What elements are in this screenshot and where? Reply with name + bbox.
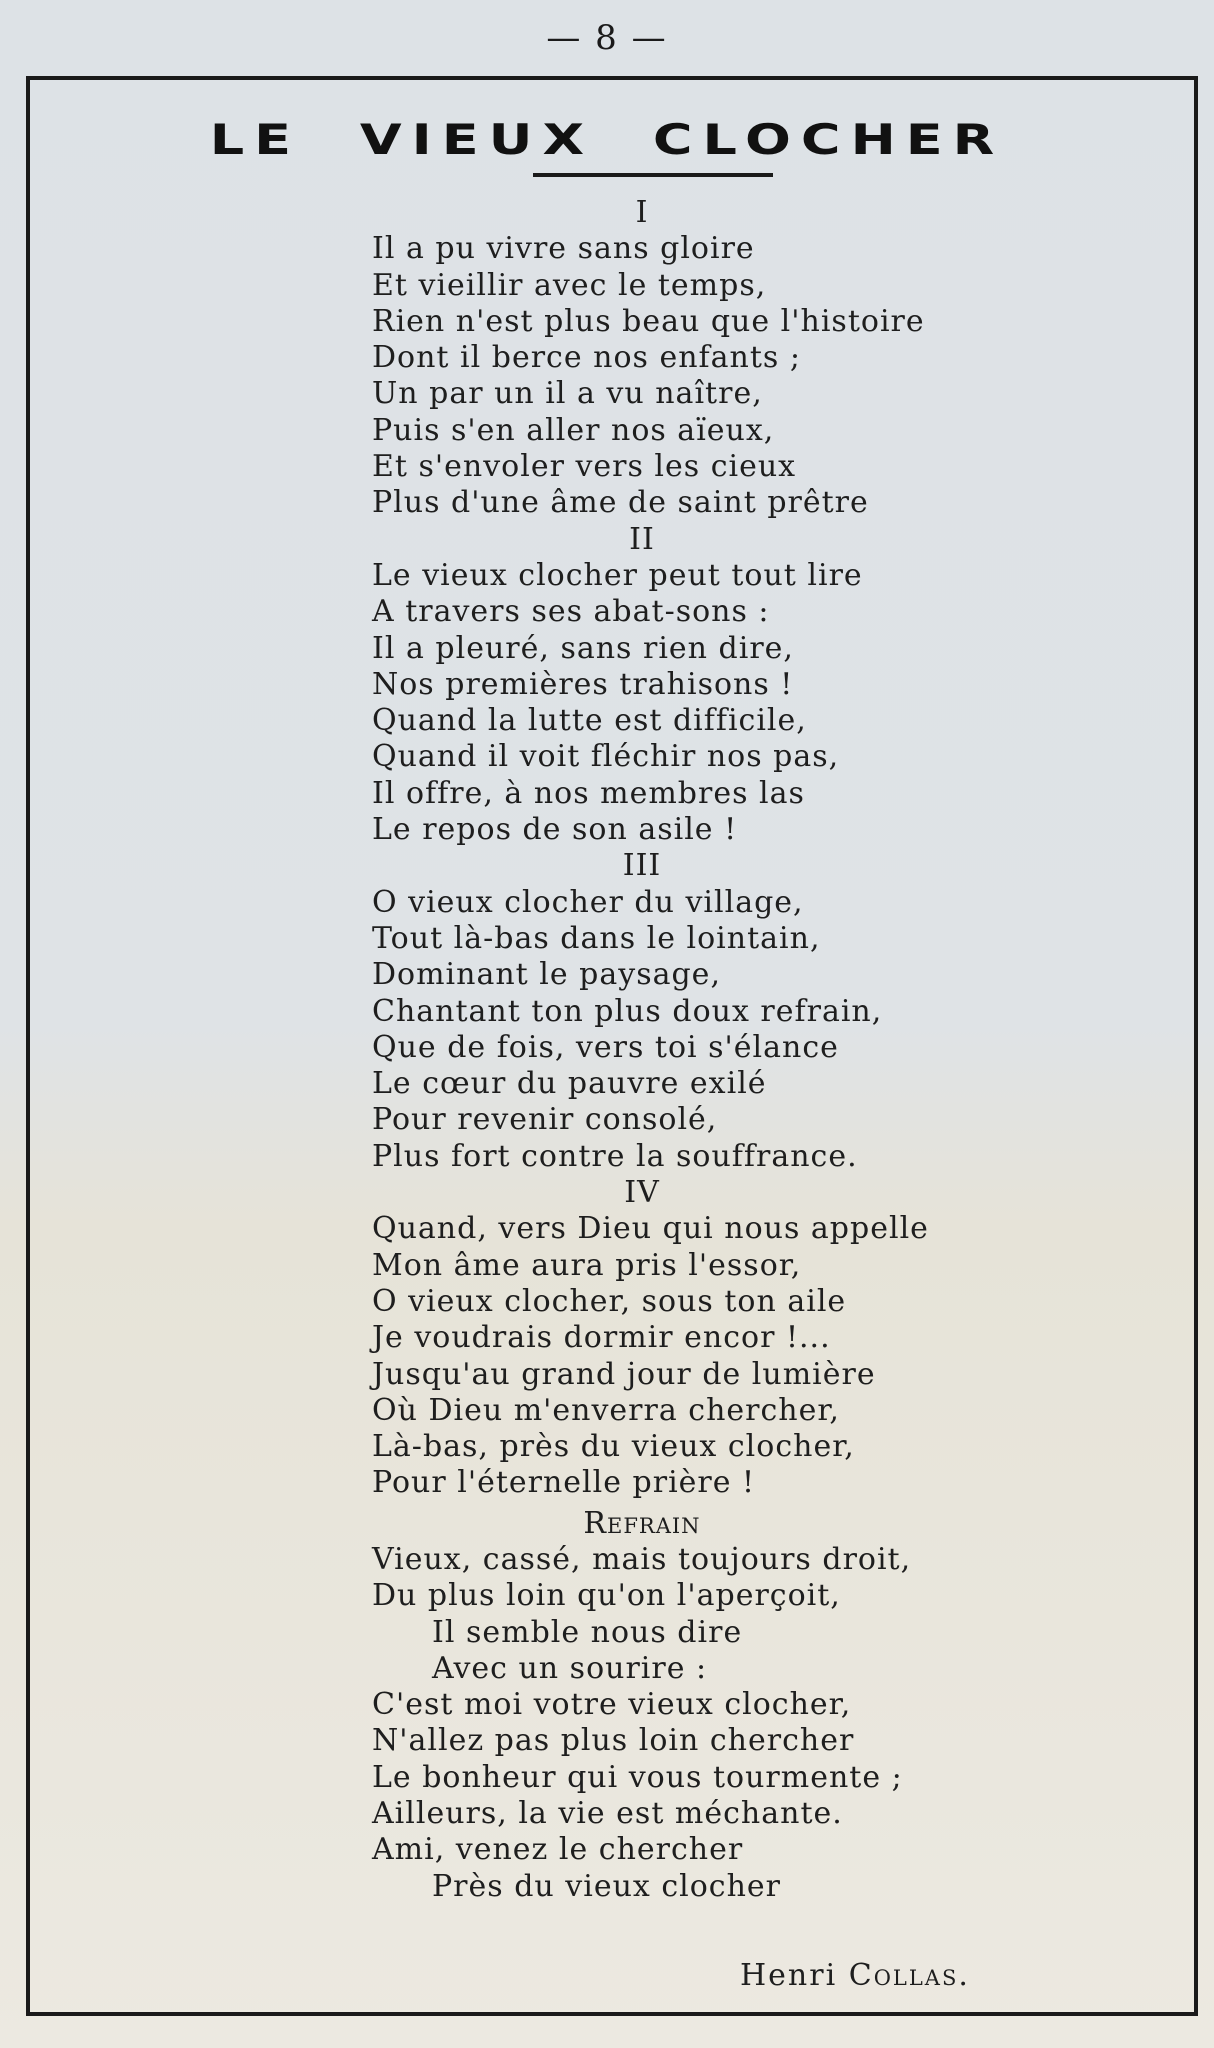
verse-line: Jusqu'au grand jour de lumière: [372, 1356, 876, 1392]
stanza-4: [372, 1175, 1152, 1502]
stanza-number: III: [622, 848, 662, 884]
verse-line: Dominant le paysage,: [372, 957, 721, 993]
verse-line: Le cœur du pauvre exilé: [372, 1066, 767, 1102]
refrain: [372, 1506, 1152, 1905]
verse-line: Il a pu vivre sans gloire: [372, 231, 755, 267]
verse-line: A travers ses abat-sons :: [372, 594, 770, 630]
author-signature: [740, 1958, 970, 1993]
verse-line: Nos premières trahisons !: [372, 666, 794, 702]
verse-line: Plus fort contre la souffrance.: [372, 1138, 858, 1174]
poem-title: LE VIEUX CLOCHER: [209, 114, 1005, 165]
verse-line: Ami, venez le chercher: [372, 1832, 744, 1868]
stanza-2: [372, 522, 1152, 849]
verse-line: Près du vieux clocher: [432, 1868, 782, 1904]
verse-line: Ailleurs, la vie est méchante.: [372, 1796, 843, 1832]
verse-line: Le bonheur qui vous tourmente ;: [372, 1759, 903, 1795]
verse-line: Le repos de son asile !: [372, 812, 738, 848]
author-first-name: Henri: [740, 1958, 838, 1993]
verse-line: Où Dieu m'enverra chercher,: [372, 1392, 840, 1428]
stanza-number: II: [629, 521, 655, 557]
author-surname: Collas.: [848, 1958, 970, 1993]
verse-line: Puis s'en aller nos aïeux,: [372, 412, 775, 448]
stanza-number: IV: [624, 1175, 660, 1211]
verse-line: Mon âme aura pris l'essor,: [372, 1247, 802, 1283]
verse-line: Là-bas, près du vieux clocher,: [372, 1429, 855, 1465]
verse-line: Plus d'une âme de saint prêtre: [372, 485, 869, 521]
verse-line: O vieux clocher du village,: [372, 884, 804, 920]
verse-line: O vieux clocher, sous ton aile: [372, 1283, 847, 1319]
verse-line: Je voudrais dormir encor !...: [372, 1320, 831, 1356]
verse-line: Quand, vers Dieu qui nous appelle: [372, 1211, 929, 1247]
verse-line: Quand il voit fléchir nos pas,: [372, 739, 840, 775]
verse-line: N'allez pas plus loin chercher: [372, 1723, 855, 1759]
verse-line: Quand la lutte est difficile,: [372, 703, 807, 739]
verse-line: Pour revenir consolé,: [372, 1102, 718, 1138]
verse-line: C'est moi votre vieux clocher,: [372, 1687, 852, 1723]
verse-line: Rien n'est plus beau que l'histoire: [372, 303, 925, 339]
stanza-1: [372, 195, 1152, 522]
verse-line: Et vieillir avec le temps,: [372, 267, 767, 303]
verse-line: Que de fois, vers toi s'élance: [372, 1029, 839, 1065]
verse-line: Chantant ton plus doux refrain,: [372, 993, 883, 1029]
poem-body: [372, 195, 1152, 1905]
title-underline: [533, 173, 773, 177]
verse-line: Pour l'éternelle prière !: [372, 1465, 756, 1501]
verse-line: Il offre, à nos membres las: [372, 775, 805, 811]
verse-line: Le vieux clocher peut tout lire: [372, 557, 863, 593]
verse-line: Du plus loin qu'on l'aperçoit,: [372, 1578, 841, 1614]
refrain-heading: Refrain: [583, 1505, 701, 1541]
verse-line: Il a pleuré, sans rien dire,: [372, 630, 794, 666]
stanza-3: [372, 848, 1152, 1175]
verse-line: Dont il berce nos enfants ;: [372, 340, 801, 376]
verse-line: Il semble nous dire: [432, 1614, 743, 1650]
verse-line: Tout là-bas dans le lointain,: [372, 920, 821, 956]
verse-line: Et s'envoler vers les cieux: [372, 449, 797, 485]
page-number: — 8 —: [546, 18, 668, 58]
verse-line: Un par un il a vu naître,: [372, 376, 763, 412]
verse-line: Vieux, cassé, mais toujours droit,: [372, 1541, 912, 1577]
verse-line: Avec un sourire :: [432, 1650, 708, 1686]
stanza-number: I: [635, 195, 649, 230]
